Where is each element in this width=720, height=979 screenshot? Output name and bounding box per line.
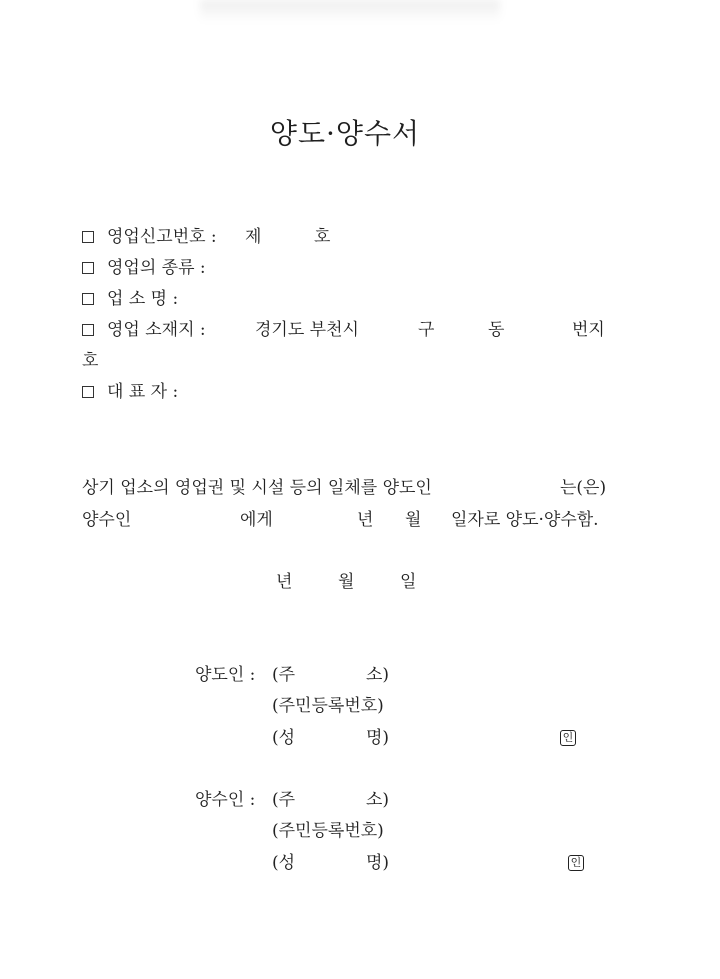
label-business-type: 영업의 종류 : <box>107 258 206 278</box>
statement-line1-text: 상기 업소의 영업권 및 시설 등의 일체를 양도인 <box>82 478 432 498</box>
transferee-address-close: 소) <box>366 790 390 810</box>
label-business-location: 영업 소재지 : <box>107 320 206 340</box>
label-business-name: 업 소 명 : <box>107 289 179 309</box>
checkbox-business-name[interactable] <box>82 293 94 305</box>
checkbox-business-report-no[interactable] <box>82 231 94 243</box>
transferee-resident-no: (주민등록번호) <box>272 821 384 841</box>
transferor-address-open: (주 <box>272 665 296 685</box>
report-no-suffix: 호 <box>314 227 331 247</box>
transferor-label: 양도인 : <box>195 665 256 685</box>
transferee-seal-mark: 인 <box>568 855 584 871</box>
statement-line1-particle: 는(은) <box>560 478 607 498</box>
transferee-address-open: (주 <box>272 790 296 810</box>
date-month: 월 <box>338 572 355 592</box>
report-no-prefix: 제 <box>245 227 262 247</box>
statement-line2-rest: 일자로 양도·양수함. <box>451 510 599 530</box>
checkbox-business-location[interactable] <box>82 324 94 336</box>
statement-line2-transferee: 양수인 <box>82 510 132 530</box>
date-day: 일 <box>400 572 417 592</box>
label-business-report-no: 영업신고번호 : <box>107 227 217 247</box>
transferor-resident-no: (주민등록번호) <box>272 696 384 716</box>
scan-shadow <box>200 0 500 22</box>
location-province-city: 경기도 부천시 <box>255 320 359 340</box>
location-dong: 동 <box>488 320 505 340</box>
date-year: 년 <box>276 572 293 592</box>
statement-line2-year: 년 <box>357 510 374 530</box>
transferor-name-close: 명) <box>366 728 390 748</box>
transferor-name-open: (성 <box>272 728 296 748</box>
checkbox-representative[interactable] <box>82 386 94 398</box>
transferor-address-close: 소) <box>366 665 390 685</box>
label-representative: 대 표 자 : <box>107 382 179 402</box>
transferee-label: 양수인 : <box>195 790 256 810</box>
checkbox-business-type[interactable] <box>82 262 94 274</box>
location-ho: 호 <box>82 351 99 371</box>
location-bunji: 번지 <box>572 320 605 340</box>
transferor-seal-mark: 인 <box>560 730 576 746</box>
statement-line2-particle: 에게 <box>240 510 273 530</box>
transferee-name-close: 명) <box>366 853 390 873</box>
document-title: 양도·양수서 <box>269 117 421 150</box>
statement-line2-month: 월 <box>405 510 422 530</box>
location-gu: 구 <box>418 320 435 340</box>
transferee-name-open: (성 <box>272 853 296 873</box>
